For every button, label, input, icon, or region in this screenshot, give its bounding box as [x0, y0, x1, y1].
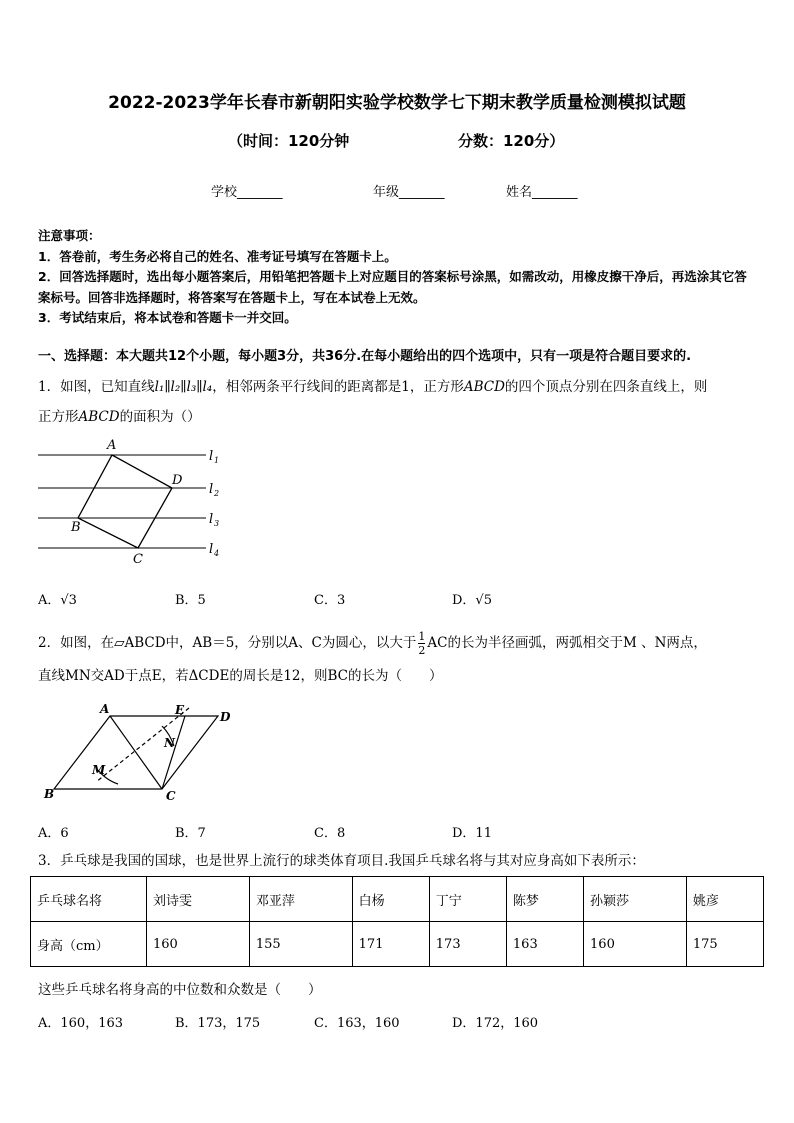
- figure-1: [30, 434, 230, 568]
- note-item: 1．答卷前，考生务必将自己的姓名、准考证号填写在答题卡上。: [38, 248, 397, 264]
- option-a[interactable]: A．160，163: [38, 1016, 124, 1031]
- table-cell: 160: [584, 922, 687, 967]
- label-l3: l: [209, 512, 214, 527]
- option-c[interactable]: C．163，160: [314, 1016, 400, 1031]
- option-b[interactable]: B．5: [175, 593, 206, 608]
- option-a[interactable]: A．6: [38, 826, 69, 841]
- height-table: [30, 876, 764, 967]
- label-a: A: [107, 438, 117, 453]
- question-2-text: 2．如图，在▱ABCD中，AB＝5，分别以A、C为圆心，以大于 $\frac{1}{2}$ AC的长为半径画弧，两弧相交于M 、N两点， 直线MN交AD于点E，若ΔCDE的周长是12，则BC的长为（ ）: [38, 630, 707, 684]
- table-cell: 陈梦: [506, 877, 583, 922]
- score-label: 分数：120分）: [458, 132, 565, 150]
- table-header-row: [31, 877, 764, 922]
- table-cell: 163: [506, 922, 583, 967]
- school-field: 学校_______: [211, 185, 283, 200]
- label-l4-sub: 4: [214, 549, 220, 558]
- fig2-label-d: D: [220, 710, 231, 724]
- section-heading: 一、选择题：本大题共12个小题，每小题3分，共36分.在每小题给出的四个选项中，只有一项是符合题目要求的.: [38, 349, 692, 364]
- table-cell: 173: [429, 922, 506, 967]
- table-cell: 171: [352, 922, 429, 967]
- notes: [38, 226, 758, 329]
- line-mn: [96, 708, 189, 782]
- square-abcd: [78, 455, 172, 548]
- diagonal-ac: [110, 716, 162, 789]
- fig2-label-c: C: [166, 789, 176, 803]
- table-cell: 姚彦: [686, 877, 763, 922]
- option-b[interactable]: B．7: [175, 826, 206, 841]
- option-d[interactable]: D．√5: [452, 593, 492, 608]
- table-cell: 155: [249, 922, 352, 967]
- option-d[interactable]: D．11: [452, 826, 492, 841]
- label-c: C: [133, 552, 143, 567]
- figure-2: [36, 700, 246, 805]
- fig2-label-e: E: [175, 703, 185, 717]
- label-b: B: [71, 520, 81, 535]
- table-cell: 身高（cm）: [31, 922, 147, 967]
- option-d[interactable]: D．172，160: [452, 1016, 539, 1031]
- option-c[interactable]: C．8: [314, 826, 346, 841]
- grade-field: 年级_______: [373, 185, 445, 200]
- table-cell: 刘诗雯: [147, 877, 250, 922]
- label-l4: l: [209, 542, 214, 557]
- table-cell: 孙颖莎: [584, 877, 687, 922]
- notes-heading: 注意事项：: [38, 228, 101, 243]
- fig2-label-m: M: [92, 763, 106, 777]
- question-3-prompt: 这些乒乓球名将身高的中位数和众数是（ ）: [38, 982, 322, 998]
- table-cell: 乒乓球名将: [31, 877, 147, 922]
- fig2-label-b: B: [44, 787, 55, 801]
- note-item: 3．考试结束后，将本试卷和答题卡一并交回。: [38, 310, 297, 325]
- time-label: （时间：120分钟: [228, 132, 350, 150]
- note-item: 2．回答选择题时，选出每小题答案后，用铅笔把答题卡上对应题目的答案标号涂黑，如需改动，用橡皮擦干净后，再选涂其它答案标号。回答非选择题时，将答案写在答题卡上，写在本试卷上无效。: [38, 269, 747, 305]
- option-c[interactable]: C．3: [314, 593, 346, 608]
- option-a[interactable]: A．√3: [38, 593, 77, 608]
- question-3-text: 3．乒乓球是我国的国球，也是世界上流行的球类体育项目.我国乒乓球名将与其对应身高如下表所示：: [38, 853, 645, 869]
- table-row: [31, 922, 764, 967]
- label-l2: l: [209, 482, 214, 497]
- table-cell: 175: [686, 922, 763, 967]
- table-cell: 160: [147, 922, 250, 967]
- label-d: D: [172, 473, 183, 488]
- label-l1-sub: 1: [214, 456, 220, 465]
- table-cell: 丁宁: [429, 877, 506, 922]
- label-l2-sub: 2: [214, 489, 220, 498]
- exam-title: 2022-2023学年长春市新朝阳实验学校数学七下期末教学质量检测模拟试题: [108, 93, 686, 113]
- fig2-label-a: A: [100, 702, 110, 716]
- question-1-text: 1．如图，已知直线l₁∥l₂∥l₃∥l₄，相邻两条平行线间的距离都是1，正方形ABCD的四个顶点分别在四条直线上，则 正方形ABCD的面积为（）: [38, 379, 708, 425]
- name-field: 姓名_______: [506, 185, 578, 200]
- fig2-label-n: N: [164, 736, 175, 750]
- label-l3-sub: 3: [214, 519, 220, 528]
- table-cell: 白杨: [352, 877, 429, 922]
- option-b[interactable]: B．173，175: [175, 1016, 261, 1031]
- label-l1: l: [209, 449, 214, 464]
- table-cell: 邓亚萍: [249, 877, 352, 922]
